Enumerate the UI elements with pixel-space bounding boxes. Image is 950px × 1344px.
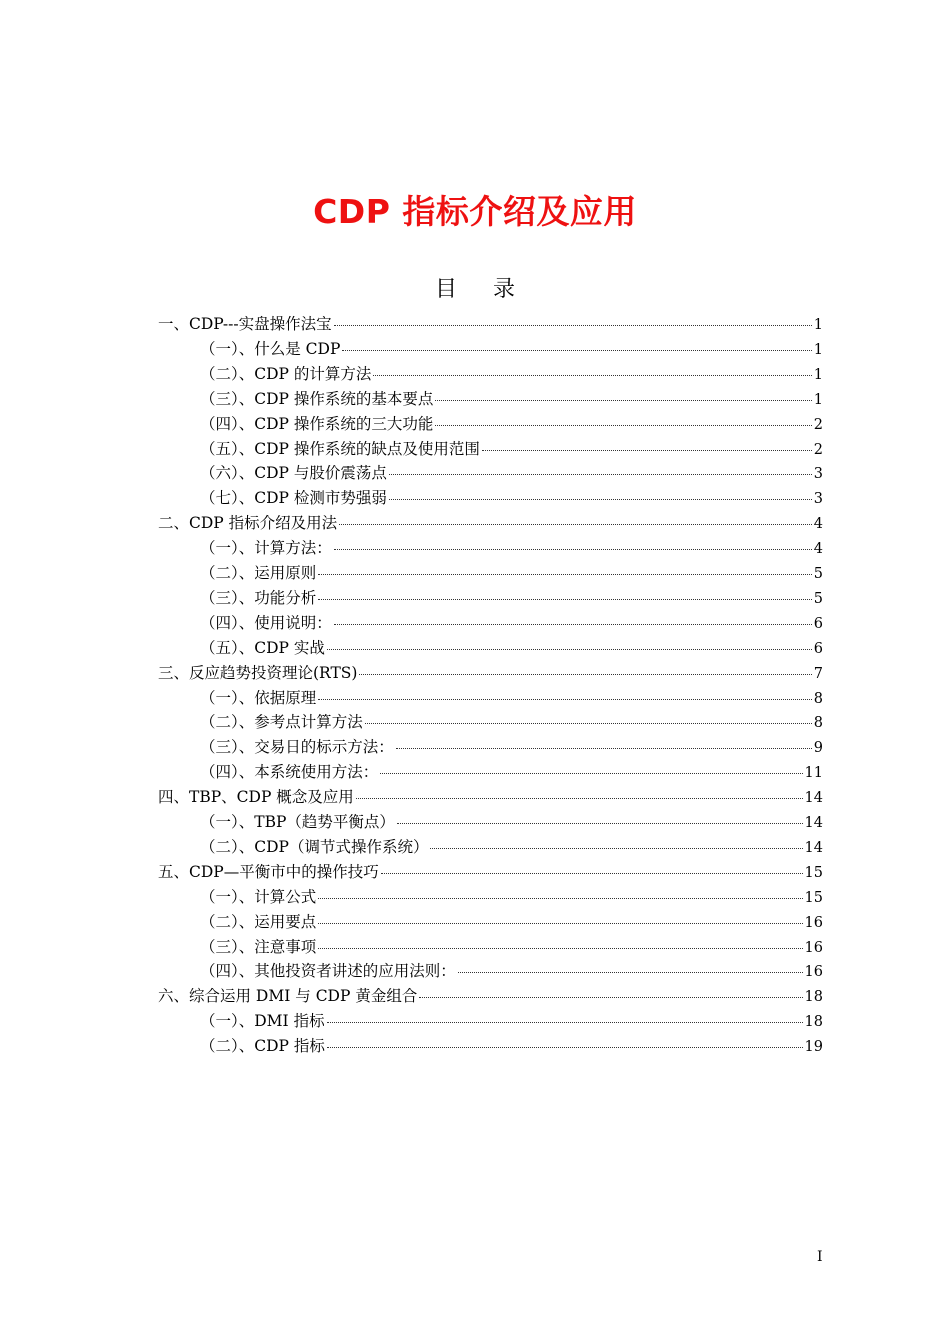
toc-entry-title: （二）、参考点计算方法 [200,713,363,732]
toc-entry[interactable] [158,312,823,337]
toc-leader-dots [389,499,812,500]
toc-entry-title: （一）、TBP（趋势平衡点） [200,813,395,831]
toc-entry-page: 6 [813,640,823,657]
toc-entry-title: （一）、计算方法： [200,539,332,558]
toc-leader-dots [327,649,812,650]
toc-leader-dots [365,723,812,724]
toc-entry-title: 四、TBP、CDP 概念及应用 [158,788,354,807]
toc-entry[interactable] [200,1009,823,1034]
toc-entry[interactable] [200,835,823,860]
toc-entry-page: 15 [804,864,823,881]
toc-leader-dots [318,948,802,949]
toc-leader-dots [318,699,812,700]
toc-entry-page: 5 [813,590,823,607]
toc-entry-page: 16 [804,939,823,956]
toc-leader-dots [327,1022,803,1023]
toc-entry-page: 9 [813,740,823,757]
toc-entry[interactable] [158,984,823,1009]
toc-entry-page: 3 [813,491,823,508]
toc-entry-page: 1 [813,366,823,383]
toc-entry-page: 19 [804,1039,823,1056]
toc-entry-title: 六、综合运用 DMI 与 CDP 黄金组合 [158,987,418,1006]
toc-entry-title: （二）、CDP（调节式操作系统） [200,837,429,856]
toc-leader-dots [389,474,812,475]
toc-entry-title: （四）、使用说明： [200,613,332,632]
toc-entry-title: （七）、CDP 检测市势强弱 [200,489,387,508]
toc-entry-page: 7 [813,665,823,682]
toc-entry-page: 18 [804,1014,823,1031]
toc-heading: 目录 [434,277,551,302]
toc-entry-page: 14 [804,839,823,856]
toc-entry[interactable] [158,511,823,536]
toc-entry-title: （一）、DMI 指标 [200,1012,325,1031]
toc-entry[interactable] [200,536,823,561]
toc-entry[interactable] [200,362,823,387]
toc-entry[interactable] [200,636,823,661]
toc-entry-title: （二）、运用要点 [200,912,317,931]
toc-entry-page: 4 [813,516,823,533]
toc-entry[interactable] [200,1034,823,1059]
toc-leader-dots [396,748,812,749]
toc-entry-page: 4 [813,541,823,558]
toc-leader-dots [419,997,802,998]
toc-entry-page: 8 [813,715,823,732]
toc-entry-page: 15 [804,889,823,906]
toc-entry-page: 6 [813,615,823,632]
toc-leader-dots [342,350,811,351]
toc-entry[interactable] [200,611,823,636]
toc-entry-title: （二）、CDP 指标 [200,1037,325,1056]
toc-entry[interactable] [158,785,823,810]
toc-entry[interactable] [200,486,823,511]
toc-entry-page: 5 [813,566,823,582]
toc-entry-title: （三）、交易日的标示方法： [200,738,394,757]
toc-leader-dots [318,599,812,600]
toc-entry-title: （一）、计算公式 [200,887,317,906]
toc-entry-title: 三、反应趋势投资理论(RTS) [158,663,358,682]
toc-entry-title: （四）、CDP 操作系统的三大功能 [200,414,434,433]
toc-leader-dots [318,923,802,924]
toc-leader-dots [318,898,802,899]
toc-entry[interactable] [200,810,823,835]
toc-entry-title: （二）、CDP 的计算方法 [200,364,372,383]
toc-leader-dots [334,325,812,326]
toc-entry-page: 1 [813,391,823,408]
toc-leader-dots [380,773,802,774]
toc-entry[interactable] [200,412,823,437]
toc-entry[interactable] [200,710,823,735]
toc-leader-dots [339,524,812,525]
toc-entry-page: 1 [813,341,823,358]
toc-entry-page: 2 [813,441,823,458]
toc-leader-dots [334,624,812,625]
toc-entry[interactable] [200,461,823,486]
toc-leader-dots [318,574,812,575]
toc-entry-title: （三）、注意事项 [200,937,317,956]
toc-entry-page: 14 [804,790,823,807]
toc-entry-title: （五）、CDP 操作系统的缺点及使用范围 [200,439,480,458]
toc-leader-dots [458,972,803,973]
toc-leader-dots [356,798,803,799]
toc-leader-dots [327,1047,803,1048]
toc-entry-title: （三）、CDP 操作系统的基本要点 [200,389,434,408]
toc-entry-title: （六）、CDP 与股价震荡点 [200,464,387,483]
toc-entry[interactable] [200,935,823,960]
toc-entry[interactable] [200,561,823,586]
toc-leader-dots [397,823,803,824]
toc-entry[interactable] [200,885,823,910]
document-title: CDP 指标介绍及应用 [313,192,637,232]
toc-entry-title: （二）、运用原则 [200,564,317,582]
toc-entry-page: 18 [804,989,823,1006]
toc-leader-dots [334,549,812,550]
page-number: I [817,1249,823,1265]
toc-leader-dots [435,425,811,426]
toc-entry-page: 16 [804,914,823,931]
toc-entry-page: 1 [813,317,823,333]
toc-leader-dots [381,873,803,874]
toc-entry[interactable] [158,860,823,885]
toc-entry-title: （四）、本系统使用方法： [200,763,379,782]
toc-entry[interactable] [200,686,823,711]
toc-entry[interactable] [200,910,823,935]
toc-entry[interactable] [200,387,823,412]
toc-leader-dots [373,375,811,376]
toc-entry-title: （三）、功能分析 [200,588,317,607]
toc-leader-dots [359,674,811,675]
toc-entry[interactable] [158,661,823,686]
toc-entry[interactable] [200,959,823,984]
toc-leader-dots [430,848,802,849]
toc-entry[interactable] [200,337,823,362]
toc-entry-title: （一）、依据原理 [200,688,317,707]
toc-entry[interactable] [200,586,823,611]
toc-entry[interactable] [200,735,823,760]
toc-entry-page: 16 [804,964,823,981]
toc-entry-page: 3 [813,466,823,483]
toc-entry-page: 2 [813,416,823,433]
toc-leader-dots [435,400,811,401]
toc-entry-page: 14 [804,815,823,831]
toc-entry-title: 五、CDP—平衡市中的操作技巧 [158,862,379,881]
toc-entry[interactable] [200,760,823,785]
toc-entry-title: 二、CDP 指标介绍及用法 [158,514,338,533]
toc-entry-page: 11 [804,765,823,782]
toc-entry-title: （一）、什么是 CDP [200,339,341,358]
toc-entry-title: 一、CDP---实盘操作法宝 [158,315,332,333]
toc-leader-dots [482,450,812,451]
toc-entry-title: （五）、CDP 实战 [200,638,325,657]
toc-entry-title: （四）、其他投资者讲述的应用法则： [200,962,456,981]
toc-entry-page: 8 [813,690,823,707]
toc-entry[interactable] [200,437,823,462]
